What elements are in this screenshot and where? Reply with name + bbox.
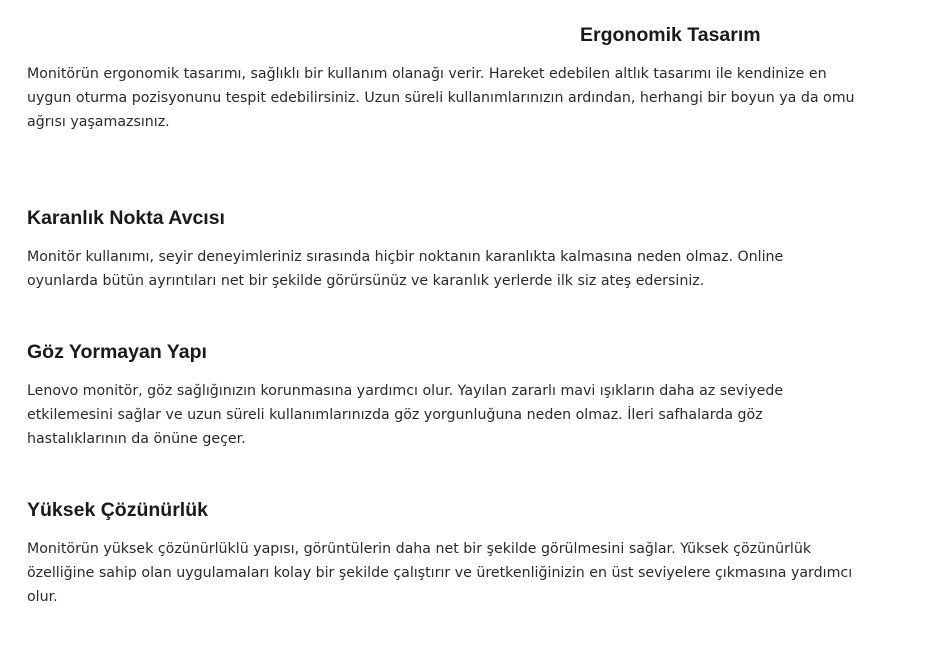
section-heading-ergonomic-design: Ergonomik Tasarım (580, 24, 761, 46)
paragraph-line: hastalıklarının da önüne geçer. (27, 431, 246, 447)
section-paragraph-dark-spot-hunter (27, 245, 912, 293)
paragraph-line: Monitörün yüksek çözünürlüklü yapısı, görüntülerin daha net bir şekilde görülmesini sağlar. Yüksek çözünürlük (27, 541, 812, 557)
paragraph-line: Monitör kullanımı, seyir deneyimleriniz sırasında hiçbir noktanın karanlıkta kalmasına neden olmaz. Online (27, 249, 784, 265)
paragraph-line: olur. (27, 589, 58, 605)
paragraph-line: oyunlarda bütün ayrıntıları net bir şekilde görürsünüz ve karanlık yerlerde ilk siz ateş edersiniz. (27, 273, 705, 289)
section-heading-high-resolution: Yüksek Çözünürlük (27, 499, 208, 521)
section-paragraph-eye-care (27, 379, 912, 451)
paragraph-line: özelliğine sahip olan uygulamaları kolay bir şekilde çalıştırır ve üretkenliğinizin en üst seviyelere çıkmasına yardımcı (27, 565, 853, 581)
section-paragraph-high-resolution (27, 537, 912, 609)
section-heading-eye-care: Göz Yormayan Yapı (27, 341, 207, 363)
paragraph-line: ağrısı yaşamazsınız. (27, 114, 170, 130)
paragraph-line: uygun oturma pozisyonunu tespit edebilirsiniz. Uzun süreli kullanımlarınızın ardından, herhangi bir boyun ya da omu (27, 90, 855, 106)
paragraph-line: Lenovo monitör, göz sağlığınızın korunmasına yardımcı olur. Yayılan zararlı mavi ışıkların daha az seviyede (27, 383, 784, 399)
paragraph-line: etkilemesini sağlar ve uzun süreli kullanımlarınızda göz yorgunluğuna neden olmaz. İleri safhalarda göz (27, 407, 763, 423)
section-paragraph-ergonomic-design (27, 62, 912, 134)
paragraph-line: Monitörün ergonomik tasarımı, sağlıklı bir kullanım olanağı verir. Hareket edebilen altlık tasarımı ile kendinize en (27, 66, 827, 82)
section-heading-dark-spot-hunter: Karanlık Nokta Avcısı (27, 207, 225, 229)
